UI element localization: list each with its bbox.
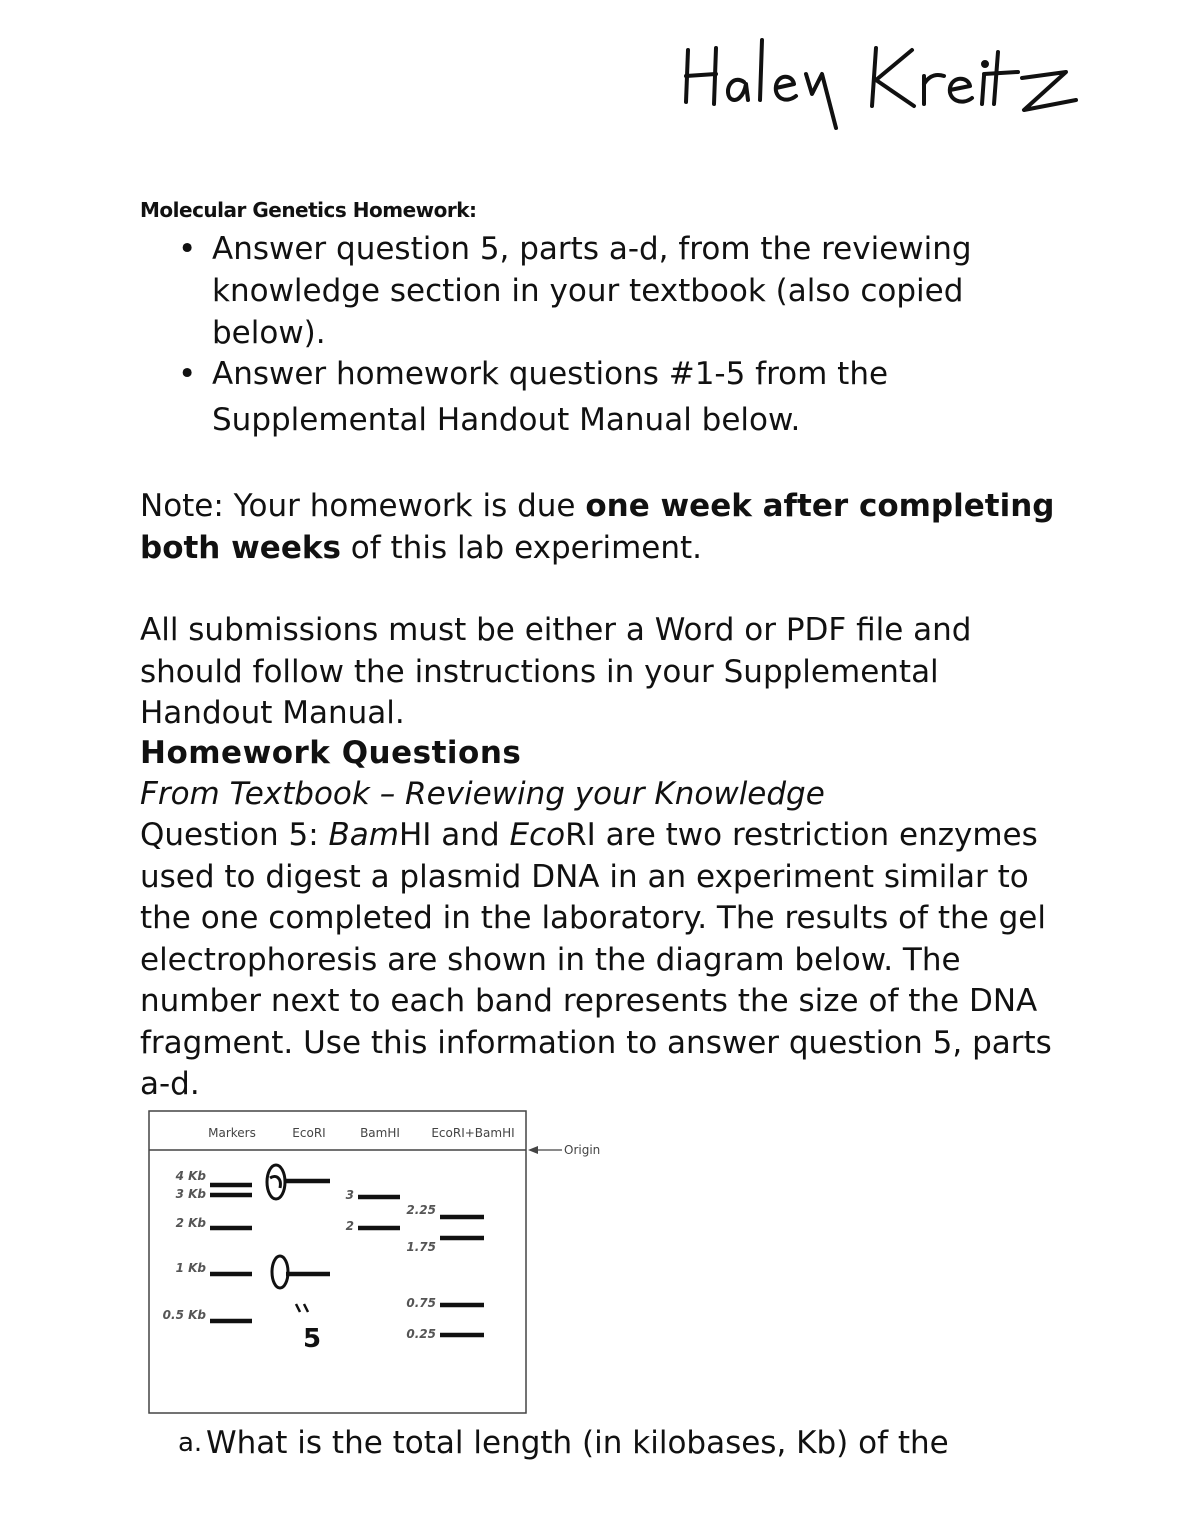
homework-questions-title: Homework Questions [140, 735, 522, 771]
lane-label-bamhi: BamHI [360, 1126, 400, 1140]
question-a-text: What is the total length (in kilobases, Kb) of the [206, 1425, 949, 1461]
gel-electrophoresis-diagram [146, 1108, 606, 1418]
textbook-subtitle: From Textbook – Reviewing your Knowledge [140, 776, 825, 812]
question-body: RI are two restriction enzymes used to digest a plasmid DNA in an experiment similar to the one completed in the laboratory. The results of the gel electrophoresis are shown in the diagram below. The number next to each band represents the size of the DNA fragment. Use this information to answer question 5, parts a-d. [140, 817, 1052, 1102]
marker-label: 0.5 Kb [162, 1308, 206, 1322]
note-prefix: Note: Your homework is due [140, 488, 586, 524]
marker-label: 3 Kb [175, 1187, 206, 1201]
combo-label: 0.75 [406, 1296, 436, 1310]
note-suffix: of this lab experiment. [340, 529, 702, 566]
enzyme-bam-suffix: HI and [399, 817, 510, 853]
instruction-text: Answer homework questions #1-5 from the [212, 356, 889, 392]
instruction-item [178, 228, 998, 353]
lane-label-ecori-bamhi: EcoRI+BamHI [431, 1126, 515, 1140]
origin-label: Origin [564, 1143, 601, 1157]
combo-label: 0.25 [406, 1327, 436, 1341]
bamhi-label: 3 [345, 1188, 354, 1202]
submission-instructions: All submissions must be either a Word or PDF file and should follow the instructions in your Supplemental Handout Manual. [140, 612, 972, 731]
marker-label: 4 Kb [175, 1169, 206, 1183]
note-emphasis: one week after completing both weeks [140, 488, 1055, 566]
enzyme-bam: Bam [328, 817, 399, 853]
combo-label: 1.75 [406, 1240, 436, 1254]
instruction-text: Answer question 5, parts a-d, from the reviewing [212, 231, 972, 267]
question-a-letter: a. [178, 1428, 203, 1458]
handwritten-signature [680, 30, 1080, 130]
instruction-list [178, 228, 998, 445]
enzyme-eco: Eco [509, 817, 566, 853]
marker-label: 1 Kb [175, 1261, 206, 1275]
homework-heading: Molecular Genetics Homework: [140, 198, 477, 222]
question-label: Question 5: [140, 817, 329, 853]
lane-label-ecori: EcoRI [292, 1126, 326, 1140]
instruction-text: below). [212, 315, 326, 351]
instruction-text: knowledge section in your textbook (also copied [212, 273, 964, 309]
handwritten-number: 5 [303, 1324, 322, 1354]
origin-arrowhead [528, 1146, 538, 1154]
bamhi-label: 2 [345, 1219, 354, 1233]
question-5-text [140, 815, 1070, 1106]
combo-label: 2.25 [406, 1203, 436, 1217]
lane-label-markers: Markers [208, 1126, 256, 1140]
marker-label: 2 Kb [175, 1216, 206, 1230]
instruction-item [178, 353, 998, 445]
question-a [178, 1425, 949, 1461]
due-date-note [140, 486, 1070, 569]
instruction-text: Supplemental Handout Manual below. [212, 402, 801, 438]
